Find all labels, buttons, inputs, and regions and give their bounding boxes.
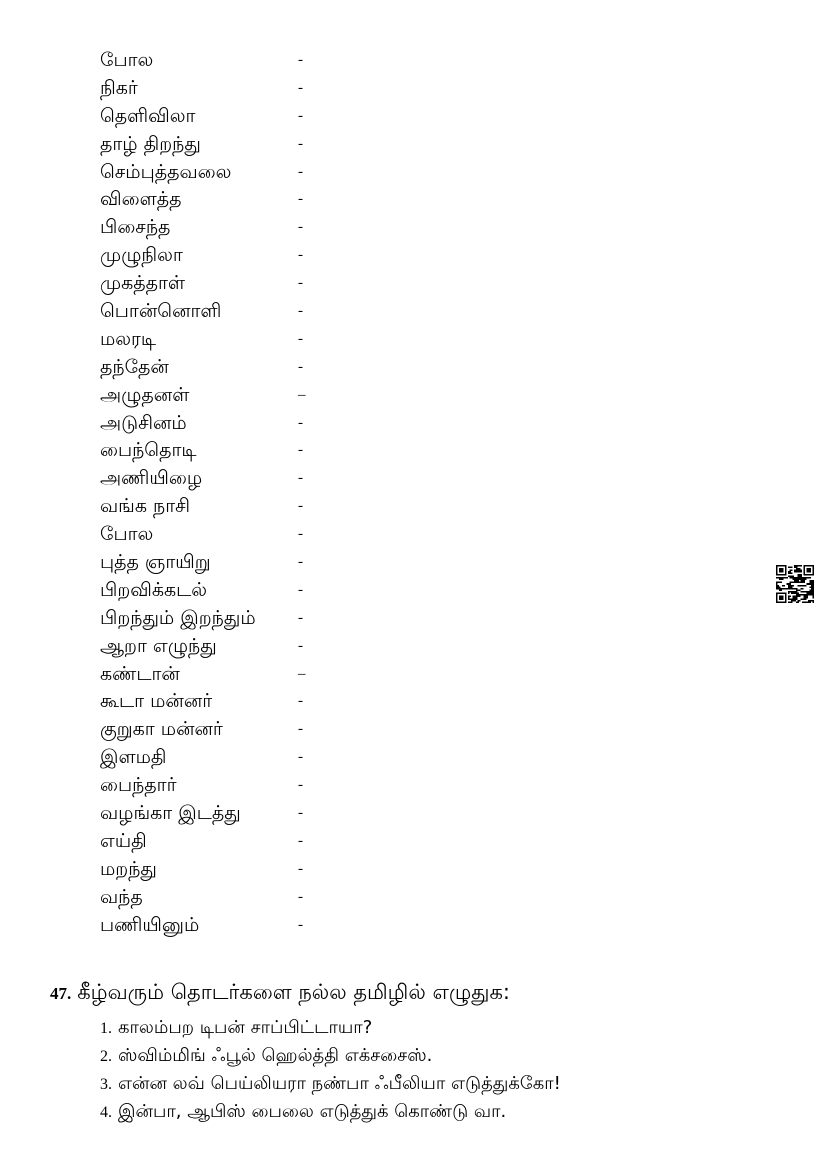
answer-dash: -: [298, 107, 303, 124]
word-row: [100, 186, 303, 214]
word-row: [100, 688, 303, 716]
word-text: செம்புத்தவலை: [100, 160, 232, 183]
answer-dash: -: [298, 526, 303, 543]
word-row: [100, 326, 303, 354]
item-text: ஸ்விம்மிங் ஃபூல் ஹெல்த்தி எக்சசைஸ்.: [118, 1045, 433, 1066]
word-row: [100, 772, 303, 800]
item-text: காலம்பற டிபன் சாப்பிட்டாயா?: [118, 1017, 373, 1038]
question-item: [100, 1014, 810, 1042]
question-title: கீழ்வரும் தொடர்களை நல்ல தமிழில் எழுதுக:: [77, 980, 511, 1004]
word-row: [100, 828, 303, 856]
word-text: பொன்னொளி: [100, 300, 222, 323]
item-text: என்ன லவ் பெய்லியரா நண்பா ஃபீலியா எடுத்துக்கோ!: [118, 1073, 561, 1094]
question-item: [100, 1042, 810, 1070]
word-row: [100, 605, 303, 633]
word-text: ஆறா எழுந்து: [100, 634, 217, 657]
word-text: அழுதனள்: [100, 383, 190, 406]
word-row: [100, 800, 303, 828]
word-text: தந்தேன்: [100, 355, 169, 378]
answer-dash: -: [298, 414, 303, 431]
word-row: [100, 298, 303, 326]
word-text: பிறவிக்கடல்: [100, 578, 208, 601]
word-text: பிசைந்த: [100, 216, 171, 239]
word-row: [100, 521, 303, 549]
word-text: தெளிவிலா: [100, 104, 196, 127]
word-text: கூடா மன்னர்: [100, 690, 213, 713]
question-item: [100, 1070, 810, 1098]
word-text: போல: [100, 523, 154, 546]
word-row: [100, 131, 303, 159]
word-text: தாழ் திறந்து: [100, 132, 201, 155]
answer-dash: -: [298, 470, 303, 487]
answer-dash: -: [298, 191, 303, 208]
word-row: [100, 744, 303, 772]
qr-code-icon: [776, 565, 814, 603]
word-text: பிறந்தும் இறந்தும்: [100, 606, 256, 629]
word-row: [100, 382, 306, 410]
answer-dash: -: [298, 609, 303, 626]
word-row: [100, 465, 303, 493]
answer-dash: -: [298, 247, 303, 264]
word-text: வங்க நாசி: [100, 495, 191, 518]
answer-dash: –: [298, 386, 306, 403]
answer-dash: -: [298, 303, 303, 320]
answer-dash: -: [298, 163, 303, 180]
answer-dash: -: [298, 749, 303, 766]
word-row: [100, 47, 303, 75]
word-text: பணியினும்: [100, 913, 200, 936]
word-row: [100, 549, 303, 577]
word-text: போல: [100, 49, 154, 71]
word-text: முகத்தாள்: [100, 272, 186, 295]
answer-dash: -: [298, 219, 303, 236]
question-47: [50, 980, 810, 1126]
answer-dash: -: [298, 498, 303, 515]
answer-dash: -: [298, 52, 303, 68]
word-text: மலரடி: [100, 327, 156, 350]
answer-dash: -: [298, 693, 303, 710]
word-row: [100, 214, 303, 242]
answer-dash: -: [298, 330, 303, 347]
answer-dash: -: [298, 554, 303, 571]
question-number: 47.: [50, 984, 72, 1003]
answer-dash: -: [298, 581, 303, 598]
word-row: [100, 661, 306, 689]
word-row: [100, 354, 303, 382]
answer-dash: -: [298, 860, 303, 877]
word-row: [100, 912, 303, 940]
word-row: [100, 716, 303, 744]
word-text: முழுநிலா: [100, 244, 183, 267]
item-number: 3.: [100, 1076, 112, 1093]
word-text: அணியிழை: [100, 467, 203, 490]
answer-dash: -: [298, 637, 303, 654]
item-number: 2.: [100, 1048, 112, 1065]
word-text: இளமதி: [100, 746, 167, 769]
word-text: புத்த ஞாயிறு: [100, 551, 211, 574]
answer-dash: -: [298, 888, 303, 905]
word-row: [100, 437, 303, 465]
question-heading: [50, 980, 810, 1014]
word-row: [100, 577, 303, 605]
word-row: [100, 493, 303, 521]
word-row: [100, 75, 303, 103]
word-row: [100, 633, 303, 661]
answer-dash: -: [298, 358, 303, 375]
word-text: வந்த: [100, 885, 143, 908]
answer-dash: -: [298, 135, 303, 152]
item-number: 1.: [100, 1020, 112, 1037]
answer-dash: -: [298, 805, 303, 822]
answer-dash: -: [298, 275, 303, 292]
word-text: பைந்தொடி: [100, 439, 197, 462]
item-text: இன்பா, ஆபிஸ் பைலை எடுத்துக் கொண்டு வா.: [118, 1101, 507, 1122]
word-text: பைந்தார்: [100, 774, 177, 797]
answer-dash: -: [298, 442, 303, 459]
question-items: [50, 1014, 810, 1126]
answer-dash: -: [298, 832, 303, 849]
item-number: 4.: [100, 1104, 112, 1121]
word-text: அடுசினம்: [100, 411, 187, 434]
question-item: [100, 1098, 810, 1126]
word-text: மறந்து: [100, 857, 157, 880]
word-text: வழங்கா இடத்து: [100, 802, 241, 825]
word-text: கண்டான்: [100, 662, 180, 685]
word-list: [100, 47, 306, 940]
word-text: எய்தி: [100, 829, 147, 852]
answer-dash: –: [298, 665, 306, 682]
answer-dash: -: [298, 916, 303, 933]
word-row: [100, 103, 303, 131]
answer-dash: -: [298, 777, 303, 794]
word-row: [100, 856, 303, 884]
word-row: [100, 159, 303, 187]
answer-dash: -: [298, 79, 303, 96]
word-row: [100, 884, 303, 912]
word-text: நிகர்: [100, 76, 138, 99]
word-text: குறுகா மன்னர்: [100, 718, 223, 741]
word-row: [100, 410, 303, 438]
answer-dash: -: [298, 721, 303, 738]
word-row: [100, 270, 303, 298]
word-row: [100, 242, 303, 270]
word-text: விளைத்த: [100, 188, 182, 211]
